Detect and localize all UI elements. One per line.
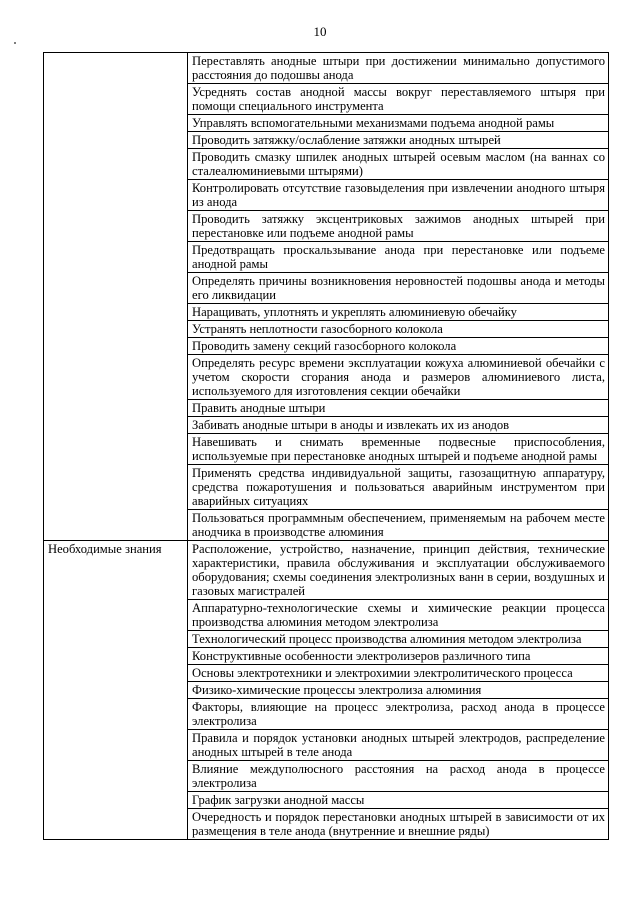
skill-row xyxy=(44,53,609,84)
skill-item: Пользоваться программным обеспечением, применяемым на рабочем месте анодчика в производстве алюминия xyxy=(188,510,609,541)
knowledge-item: Основы электротехники и электрохимии электролитического процесса xyxy=(188,665,609,682)
skill-item: Переставлять анодные штыри при достижении минимально допустимого расстояния до подошвы анода xyxy=(188,53,609,84)
knowledge-row xyxy=(44,541,609,600)
knowledge-label: Необходимые знания xyxy=(44,541,188,840)
skill-item: Определять ресурс времени эксплуатации кожуха алюминиевой обечайки с учетом скорости сгорания анода и размеров алюминиевого листа, используемого для изготовления секции обечайки xyxy=(188,355,609,400)
skill-item: Контролировать отсутствие газовыделения при извлечении анодного штыря из анода xyxy=(188,180,609,211)
skill-item: Проводить замену секций газосборного колокола xyxy=(188,338,609,355)
skill-item: Проводить смазку шпилек анодных штырей осевым маслом (на ваннах со сталеалюминиевыми штырями) xyxy=(188,149,609,180)
skill-item: Проводить затяжку эксцентриковых зажимов анодных штырей при перестановке или подъеме анодной рамы xyxy=(188,211,609,242)
knowledge-item: Аппаратурно-технологические схемы и химические реакции процесса производства алюминия методом электролиза xyxy=(188,600,609,631)
competency-table xyxy=(43,52,609,840)
skill-item: Определять причины возникновения неровностей подошвы анода и методы его ликвидации xyxy=(188,273,609,304)
skill-item: Устранять неплотности газосборного колокола xyxy=(188,321,609,338)
knowledge-item: Очередность и порядок перестановки анодных штырей в зависимости от их размещения в теле анода (внутренние и внешние ряды) xyxy=(188,809,609,840)
skill-item: Применять средства индивидуальной защиты, газозащитную аппаратуру, средства пожаротушения и пользоваться аварийным инструментом при аварийных ситуациях xyxy=(188,465,609,510)
skill-item: Забивать анодные штыри в аноды и извлекать их из анодов xyxy=(188,417,609,434)
knowledge-item: График загрузки анодной массы xyxy=(188,792,609,809)
page-number: 10 xyxy=(313,24,327,39)
skill-item: Проводить затяжку/ослабление затяжки анодных штырей xyxy=(188,132,609,149)
skill-item: Наращивать, уплотнять и укреплять алюминиевую обечайку xyxy=(188,304,609,321)
knowledge-item: Расположение, устройство, назначение, принцип действия, технические характеристики, правила обслуживания и эксплуатации обслуживаемого оборудования; схемы соединения электролизных ванн в серии, воздушных и газовых магистралей xyxy=(188,541,609,600)
knowledge-item: Правила и порядок установки анодных штырей электродов, распределение анодных штырей в теле анода xyxy=(188,730,609,761)
skill-item: Править анодные штыри xyxy=(188,400,609,417)
knowledge-item: Факторы, влияющие на процесс электролиза, расход анода в процессе электролиза xyxy=(188,699,609,730)
scan-speck xyxy=(14,42,16,44)
knowledge-item: Влияние междуполюсного расстояния на расход анода в процессе электролиза xyxy=(188,761,609,792)
skills-label-cell xyxy=(44,53,188,541)
knowledge-item: Конструктивные особенности электролизеров различного типа xyxy=(188,648,609,665)
knowledge-item: Физико-химические процессы электролиза алюминия xyxy=(188,682,609,699)
knowledge-item: Технологический процесс производства алюминия методом электролиза xyxy=(188,631,609,648)
skill-item: Управлять вспомогательными механизмами подъема анодной рамы xyxy=(188,115,609,132)
competency-table-body xyxy=(44,53,609,840)
skill-item: Предотвращать проскальзывание анода при перестановке или подъеме анодной рамы xyxy=(188,242,609,273)
skill-item: Усреднять состав анодной массы вокруг переставляемого штыря при помощи специального инструмента xyxy=(188,84,609,115)
skill-item: Навешивать и снимать временные подвесные приспособления, используемые при перестановке анодных штырей и подъеме анодной рамы xyxy=(188,434,609,465)
